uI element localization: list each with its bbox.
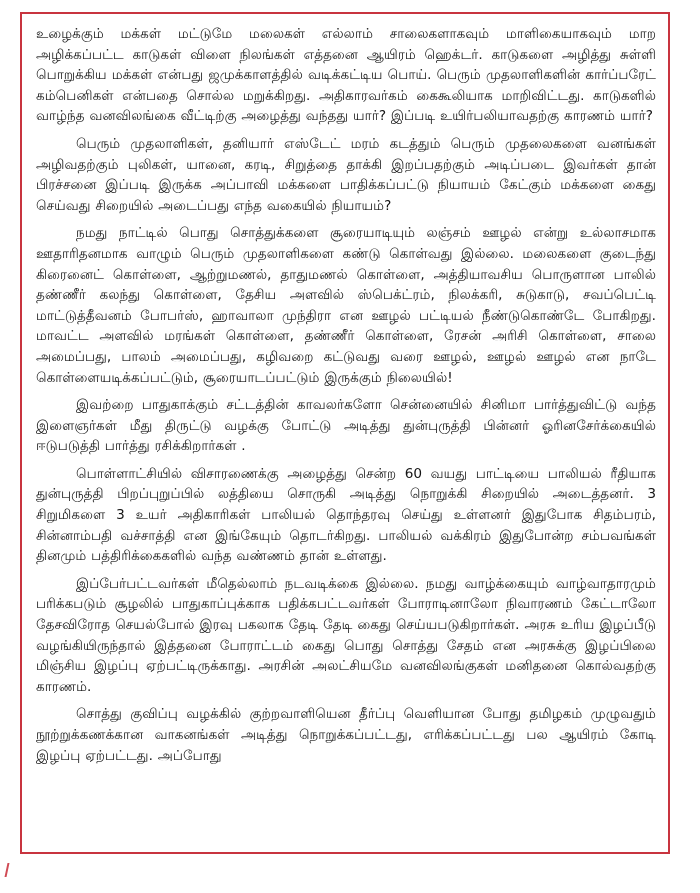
document-border-frame — [20, 12, 670, 854]
paragraph-4: இவற்றை பாதுகாக்கும் சட்டத்தின் காவலர்களோ சென்னையில் சினிமா பார்த்துவிட்டு வந்த இளைஞர்கள் மீது திருட்டு வழக்கு போட்டு அடித்து துன்புருத்தி பின்னர் ஓரினசேர்க்கையில் ஈடுபடுத்தி பார்த்து ரசிக்கிறார்கள் . — [36, 397, 656, 455]
margin-pen-mark — [5, 863, 18, 877]
paragraph-5: பொள்ளாட்சியில் விசாரணைக்கு அழைத்து சென்ற 60 வயது பாட்டியை பாலியல் ரீதியாக துன்புருத்தி பிறப்புறுப்பில் லத்தியை சொருகி அடித்து நொறுக்கி சிறையில் அடைத்தனர். 3 சிறுமிகளை 3 உயர் அதிகாரிகள் பாலியல் தொந்தரவு செய்து உள்ளனர் இதுபோக சிதம்பரம், சின்னாம்பதி வச்சாத்தி என இங்கேயும் தொடர்கிறது. பாலியல் வக்கிரம் இதுபோன்ற சம்பவங்கள் தினமும் பத்திரிக்கைகளில் வந்த வண்ணம் தான் உள்ளது. — [36, 465, 656, 565]
paragraph-7: சொத்து குவிப்பு வழக்கில் குற்றவாளியென தீர்ப்பு வெளியான போது தமிழகம் முழுவதும் நூற்றுக்கணக்கான வாகனங்கள் அடித்து நொறுக்கப்பட்டது, எரிக்கப்பட்டது பல ஆயிரம் கோடி இழப்பு ஏற்பட்டது. அப்போது — [36, 706, 656, 764]
paragraph-2: பெரும் முதலாளிகள், தனியார் எஸ்டேட் மரம் கடத்தும் பெரும் முதலைகளை வனங்கள் அழிவதற்கும் புலிகள், யானை, கரடி, சிறுத்தை தாக்கி இறப்பதற்கும் அடிப்படை இவர்கள் தான் பிரச்சனை இப்படி இருக்க அப்பாவி மக்களை பாதிக்கப்பட்டு நியாயம் கேட்கும் மக்களை கைது செய்வது சிறையில் அடைப்பது எந்த வகையில் நியாயம்? — [36, 135, 656, 214]
paragraph-1: உழைக்கும் மக்கள் மட்டுமே மலைகள் எல்லாம் சாலைகளாகவும் மாளிகையாகவும் மாற அழிக்கப்பட்ட காடுகள் விளை நிலங்கள் எத்தனை ஆயிரம் ஹெக்டர். காடுகளை அழித்து சுள்ளி பொறுக்கிய மக்கள் என்பது ஜமுக்காளத்தில் வடிக்கட்டிய பொய். பெரும் முதலாளிகளின் கார்ப்பரேட் கம்பெனிகள் என்பதை சொல்ல மறுக்கிறது. அதிகாரவர்கம் கைகூலியாக மாறிவிட்டது. காடுகளில் வாழ்ந்த வனவிலங்கை வீட்டிற்கு அழைத்து வந்தது யார்? இப்படி உயிர்பலியாவதற்கு காரணம் யார்? — [36, 26, 656, 125]
paragraph-3: நமது நாட்டில் பொது சொத்துக்களை சூரையாடியும் லஞ்சம் ஊழல் என்று உல்லாசமாக ஊதாரிதனமாக வாழும் பெரும் முதலாளிகளை கண்டு கொள்வது இல்லை. மலைகளை குடைந்து கிரைனைட் கொள்ளை, ஆற்றுமணல், தாதுமணல் கொள்ளை, அத்தியாவசிய பொருளான பாலில் தண்ணீர் கலந்து கொள்ளை, தேசிய அளவில் ஸ்பெக்ட்ரம், நிலக்கரி, சுடுகாடு, சவப்பெட்டி மாட்டுத்தீவனம் போபர்ஸ், ஹாவாலா முந்திரா என ஊழல் பட்டியல் நீண்டுகொண்டே போகிறது. மாவட்ட அளவில் மரங்கள் கொள்ளை, தண்ணீர் கொள்ளை, ரேசன் அரிசி கொள்ளை, சாலை அமைப்பது, பாலம் அமைப்பது, கழிவறை கட்டுவது வரை ஊழல், ஊழல் ஊழல் என நாடே கொள்ளையடிக்கப்பட்டும், சூரையாடப்பட்டும் இருக்கும் நிலையில்! — [36, 225, 656, 386]
paragraph-6: இப்பேர்பட்டவர்கள் மீதெல்லாம் நடவடிக்கை இல்லை. நமது வாழ்க்கையும் வாழ்வாதாரமும் பரிக்கபடும் சூழலில் பாதுகாப்புக்காக பதிக்கபட்டவர்கள் போராடினாலோ நிவாரணம் கேட்டாலோ தேசவிரோத செயல்போல் இரவு பகலாக தேடி தேடி கைது செய்யபடுகிறார்கள். அரசு உரிய இழப்பீடு வழங்கியிருந்தால் இத்தனை போராட்டம் கைது பொது சொத்து சேதம் என அரசுக்கு இழப்பிலை மிஞ்சிய இழப்பு ஏற்பட்டிருக்காது. அரசின் அலட்சியமே வனவிலங்குகள் மனிதனை கொல்வதற்கு காரணம். — [36, 575, 656, 695]
